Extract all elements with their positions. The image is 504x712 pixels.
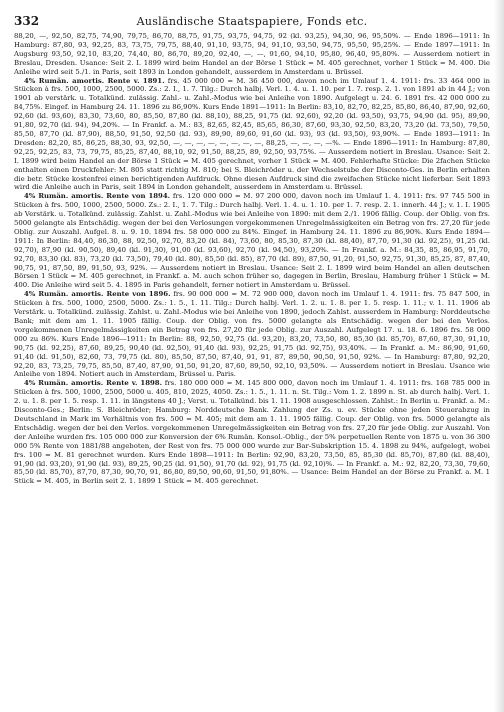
section-paragraph xyxy=(14,290,490,379)
section-heading: 4% Rumän. amortis. Rente v. 1898. xyxy=(24,379,162,388)
section-text: frs. 90 000 000 = M. 72 900 000, davon noch im Umlauf 1. 4. 1911: frs. 75 847 500, in Stücken à frs. 500, 1000, 2500, 5000. Zs.: 1. 5., 1. 11. Tilg.: Durch halbj. Verl. 1. 2. u. 1. 8. per 1. 5. resp. 1. 11.; v. 1. 11. 1906 ab Verstärk. u. Totalkünd. zulässig. Zahlst. u. Zahl.-Modus wie bei Anleihe von 1890, jedoch Zahlst. ausserdem in Hamburg: Norddeutsche Bank; mit dem am 1. 11. 1905 fällig. Coup. der Oblig. von frs. 5000 gelangte als Entschädig. wegen der bei den Verlos. vorgekommenen Unregelmässigkeiten ein Betrag von frs. 27,20 für jede Oblig. zur Auszahl. Aufgelegt 17. u. 18. 6. 1896 frs. 58 000 000 zu 86%. Kurs Ende 1896—1911: In Berlin: 88, 92,50, 92,75 (kl. 93,20), 83,20, 73,50, 80, 85,30 (kl. 85,70), 87,60, 87,30, 91,10, 90,75 (kl. 92,25), 87,60, 89,25, 90,40 (kl. 92,50), 91,40 (kl. 93), 92,25, 91,75 (kl. 92,75), 93,40%. — In Frankf. a. M.: 86,90, 91,60, 91,40 (kl. 91,50), 82,60, 73, 79,75 (kl. 80), 85,50, 87,50, 87,40, 91, 91, 87, 89,50, 90,50, 91,50, 92%. — In Hamburg: 87,80, 92,20, 92,20, 83, 73,25, 79,75, 85,50, 87,40, 87,90, 91,50, 91,20, 87,60, 89,50, 92,10, 93,50%. — Ausserdem notiert in Breslau. Usance wie Anleihe von 1894. Notiert auch in Amsterdam, Brüssel u. Paris. xyxy=(14,290,490,379)
text-section-rente-1898 xyxy=(14,379,490,486)
section-text: frs. 180 000 000 = M. 145 800 000, davon noch im Umlauf 1. 4. 1911: frs. 168 785 000 in Stücken à frs. 500, 1000, 2500, 5000 u. 405, 810, 2025, 4050. Zs.: 1. 5., 1. 11. n. St. Tilg.: Vom 1. 2. 1899 n. St. ab durch halbj. Verl. 1. 2. u. 1. 8. per 1. 5. resp. 1. 11. in längstens 40 J.; Verst. u. Totalkünd. bis 1. 11. 1908 ausgeschlossen. Zahlst.: In Berlin u. Frankf. a. M.: Disconto-Ges.; Berlin: S. Bleichröder; Hamburg: Norddeutsche Bank. Zahlung der Zs. u. ev. Stücke ohne jeden Steuerabzug in Deutschland in Mark im Verhältnis von frs. 500 = M. 405; mit dem am 1. 11. 1905 fällig. Coup. der Oblig. von frs. 5000 gelangte als Entschädig. wegen der bei den Verlos. vorgekommenen Unregelmässigkeiten ein Betrag von frs. 27,20 für jede Oblig. zur Auszahl. Von der Anleihe wurden frs. 105 000 000 zur Konversion der 6% Rumän. Konsol.-Oblig., der 5% perpetuellen Rente von 1875 u. von 36 300 000 5% Rente von 1881/88 angeboten, der Rest von frs. 75 000 000 wurde zur Bar-Subskription 15. 4. 1898 zu 94%, aufgelegt, wobei frs. 100 = M. 81 gerechnet wurden. Kurs Ende 1898—1911: In Berlin: 92,90, 83,20, 73,50, 85, 85,30 (kl. 85,70), 87,80 (kl. 88,40), 91,90 (kl. 93,20), 91,90 (kl. 93), 89,25, 90,25 (kl. 91,50), 91,70 (kl. 92), 91,75 (kl. 92,10)%. — In Frankf. a. M.: 92, 82,20, 73,30, 79,60, 85,50 (kl. 85,70), 87,70, 87,30, 90,70, 91, 86,80, 89,50, 90,60, 91,50, 91,80%. — Usance: Beim Handel an der Börse zu Frankf. a. M. 1 Stück = M. 405, in Berlin seit 2. 1. 1899 1 Stück = M. 405 gerechnet. xyxy=(14,379,490,486)
page-edge-shadow xyxy=(494,0,504,712)
text-section-rente-1891 xyxy=(14,77,490,193)
section-heading: 4% Rumän. amortis. Rente v. 1891. xyxy=(24,76,165,85)
page-body xyxy=(14,32,490,486)
page-header xyxy=(14,14,490,28)
section-paragraph xyxy=(14,77,490,193)
text-section-rente-1896 xyxy=(14,290,490,379)
section-text: frs. 45 000 000 = M. 36 450 000, davon noch im Umlauf 1. 4. 1911: frs. 33 464 000 in Stücken à frs. 500, 1000, 2500, 5000. Zs.: 2. I., 1. 7. Tilg.: Durch halbj. Verl. 1. 4. u. 1. 10. per 1. 7. resp. 2. 1. von 1891 ab in 44 J.; von 1901 ab verstärk. u. Totalkünd. zulässig. Zahl.- u. Zahl.-Modus wie bei Anleihe von 1890. Aufgelegt u. 24. 6. 1891 frs. 42 000 000 zu 84,75%. Eingef. in Hamburg 24. 11. 1896 zu 86,90%. Kurs Ende 1891—1911: In Berlin: 83,10, 82,70, 82,25, 85,80, 86,40, 87,90, 92,60, 92,60 (kl. 93,60), 83,30, 73,60, 80, 85,50, 87,80 (kl. 88,10), 88,25, 91,75 (kl. 92,60), 92,20 (kl. 93,50), 93,75, 94,90 (kl. 95), 89,90, 91,80, 92,70 (kl. 94), 94,20%. — In Frankf. a. M.: 83, 82,65, 82,45, 85,65, 86,30, 87,60, 93,30, 92,50, 83,20, 73,20 (kl. 73,50), 79,50, 85,50, 87,70 (kl. 87,90), 88,50, 91,50, 92,50 (kl. 93), 89,90, 89,60, 91,60 (kl. 93), 93 (kl. 93,50), 93,90%. — Ende 1893—1911: In Dresden: 82,20, 85, 86,25, 88,30, 93, 92,50, —, —, —, —, —, —, —, —, 88,25, —, —, —, —%. — Ende 1896—1911: In Hamburg: 87,80, 92,25, 92,25, 83, 73, 79,75, 85,25, 87,40, 88,10, 92, 91,50, 88,25, 89, 92,50, 93,75%. — Ausserdem notiert in Breslau. Usance: Seit 2. I. 1899 wird beim Handel an der Börse 1 Stück = M. 405 gerechnet, vorher 1 Stück = M. 400. Fehlerhafte Stücke: Die 2fachen Stücke enthalten einen Druckfehler: M. 805 statt richtig M. 810; bei S. Bleichröder u. der Wechselstube der Disconto-Ges. in Berlin erhalten die betr. Stücke kostenfrei einen berichtigenden Aufdruck. Ohne diesen Aufdruck sind die zweifachen Stücke nicht lieferbar. Seit 1893 wird die Anleihe auch in Paris, seit 1894 in London gehandelt, ausserdem in Amsterdam u. Brüssel. xyxy=(14,76,490,192)
page-number: 332 xyxy=(14,14,40,28)
text-section-rente-1894 xyxy=(14,192,490,290)
section-paragraph xyxy=(14,192,490,290)
section-heading: 4% Rumän. amortis. Rente von 1894. xyxy=(24,192,171,201)
section-paragraph xyxy=(14,379,490,486)
text-section-intro xyxy=(14,32,490,77)
section-text: frs. 120 000 000 = M. 97 200 000, davon noch im Umlauf 1. 4. 1911: frs. 97 745 500 in Stücken à frs. 500, 1000, 2500, 5000. Zs.: 2. I., 1. 7. Tilg.: Durch halbj. Verl. 1. 4. u. 1. 10. per 1. 7. resp. 2. 1. innerh. 44 J.; v. 1. I. 1905 ab Verstärk. u. Totalkünd. zulässig. Zahlst. u. Zahl.-Modus wie bei Anleihe von 1890: mit dem 2./1. 1906 fällig. Coup. der Oblig. von frs. 5000 gelangte als Entschädig. wegen der bei den Verlosungen vorgekommenen Unregelmässigkeiten ein Betrag von frs. 27,20 für jede Oblig. zur Auszahl. Aufgel. 8. u. 9. 10. 1894 frs. 58 000 000 zu 84%. Eingef. in Hamburg 24. 11. 1896 zu 86,90%. Kurs Ende 1894—1911: In Berlin: 84,40, 86,30, 88, 92,50, 92,70, 83,20 (kl. 84), 73,60, 80, 85,30, 87,30 (kl. 88,40), 87,70, 91,30 (kl. 92,25), 91,25 (kl. 92,70), 87,90 (kl. 90,50), 89,40 (kl. 91,30), 91,00 (kl. 93,60), 92,70 (kl. 94,50), 93,20%. — In Frankf. a. M.: 84,35, 85, 86,95, 91,70, 92,70, 83,30 (kl. 83), 73,20 (kl. 73,50), 79,40 (kl. 80), 85,50 (kl. 85), 87,70 (kl. 89), 87,50, 91,20, 91,50, 92,75, 91,30, 85,25, 87, 87,40, 90,75, 91, 87,50, 89, 91,50, 93, 92%. — Ausserdem notiert in Breslau. Usance: Seit 2. I. 1899 wird beim Handel an allen deutschen Börsen 1 Stück = M. 405 gerechnet, in Frankf. a. M. auch schon früher so, dagegen in Berlin, Breslau, Hamburg früher 1 Stück = M. 400. Die Anleihe wird seit 5. 4. 1895 in Paris gehandelt, ferner notiert in Amsterdam u. Brüssel. xyxy=(14,192,490,290)
section-heading: 4% Rumän. amortis. Rente von 1896. xyxy=(24,290,171,299)
running-title: Ausländische Staatspapiere, Fonds etc. xyxy=(136,15,368,28)
section-text: 88,20, —, 92,50, 82,75, 74,90, 79,75, 86,70, 88,75, 91,75, 93,75, 94,75, 92 (kl. 93,25), 94,30, 96, 95,50%. — Ende 1896—1911: In Hamburg: 87,80, 93, 92,25, 83, 73,75, 79,75, 88,40, 91,10, 93,75, 94, 91,10, 93,50, 94,75, 95,50, 95,25%. — Ende 1897—1911: In Augsburg 93,50, 92,10, 83,20, 74,40, 80, 86,70, 89,20, 92,40, —, —, 91,60, 94,10, 95,80, 96,40, 95,80%. — Ausserdem notiert in Breslau, Dresden. Usance: Seit 2. I. 1899 wird beim Handel an der Börse 1 Stück = M. 405 gerechnet, vorher 1 Stück = M. 400. Die Anleihe wird seit 5./1. in Paris, seit 1893 in London gehandelt, ausserdem in Amsterdam u. Brüssel. xyxy=(14,32,490,76)
